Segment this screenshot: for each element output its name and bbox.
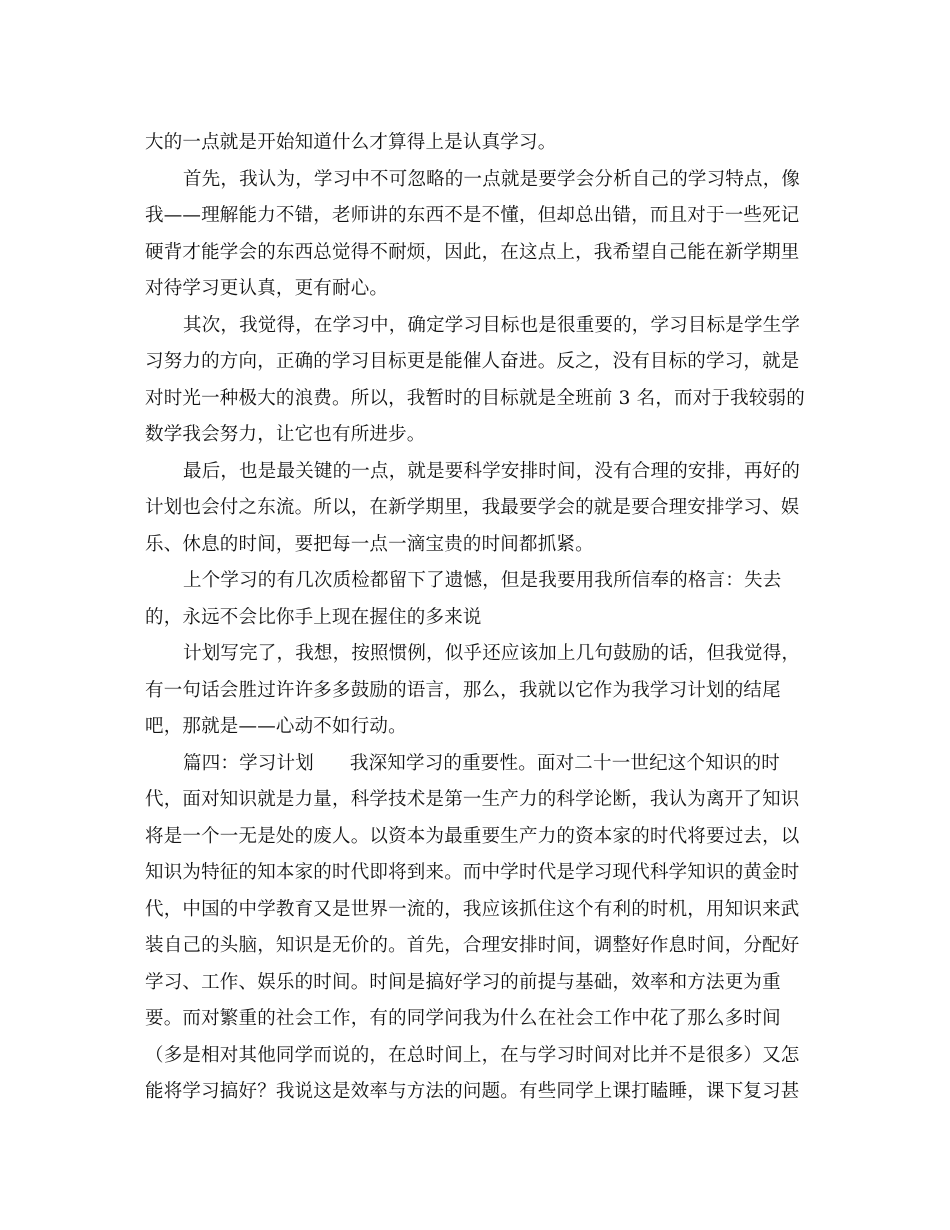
- document-page: [145, 125, 805, 1111]
- text-line: 学习、工作、娱乐的时间。时间是搞好学习的前提与基础，效率和方法更为重: [145, 971, 781, 993]
- text-line: 将是一个一无是处的废人。以资本为最重要生产力的资本家的时代将要过去，以: [145, 825, 800, 847]
- text-line: 对待学习更认真，更有耐心。: [145, 278, 389, 299]
- section-heading: 篇四：学习计划: [183, 752, 314, 774]
- text-line: 的，永远不会比你手上现在握住的多来说: [145, 606, 482, 628]
- text-line: 要。而对繁重的社会工作，有的同学问我为什么在社会工作中花了那么多时间: [145, 1008, 781, 1029]
- section-heading-line: [145, 746, 805, 783]
- section-first-sentence: 我深知学习的重要性。面对二十一世纪这个知识的时: [349, 752, 781, 774]
- text-line: 习努力的方向，正确的学习目标更是能催人奋进。反之，没有目标的学习，就是: [145, 351, 800, 372]
- text-line: （多是相对其他同学而说的，在总时间上，在与学习时间对比并不是很多）又怎: [145, 1044, 800, 1066]
- paragraph-first-line: 最后，也是最关键的一点，就是要科学安排时间，没有合理的安排，再好的: [183, 460, 801, 482]
- text-line: 乐、休息的时间，要把每一点一滴宝贵的时间都抓紧。: [145, 533, 594, 555]
- text-line: 计划也会付之东流。所以，在新学期里，我最要学会的就是要合理安排学习、娱: [145, 497, 800, 518]
- text-line: 装自己的头脑，知识是无价的。首先，合理安排时间，调整好作息时间，分配好: [145, 935, 800, 956]
- text-line: 知识为特征的知本家的时代即将到来。而中学时代是学习现代科学知识的黄金时: [145, 862, 800, 883]
- text-line: 代，面对知识就是力量，科学技术是第一生产力的科学论断，我认为离开了知识: [145, 789, 800, 810]
- paragraph-first-line: 计划写完了，我想，按照惯例，似乎还应该加上几句鼓励的话，但我觉得，: [183, 643, 801, 664]
- paragraph-first-line: 上个学习的有几次质检都留下了遗憾，但是我要用我所信奉的格言：失去: [183, 570, 782, 591]
- text-line: 对时光一种极大的浪费。所以，我暂时的目标就是全班前 3 名，而对于我较弱的: [145, 387, 805, 409]
- text-line: 吧，那就是——心动不如行动。: [145, 716, 407, 737]
- text-line: 代，中国的中学教育又是世界一流的，我应该抓住这个有利的时机，用知识来武: [145, 898, 800, 920]
- paragraph-first-line: 其次，我觉得，在学习中，确定学习目标也是很重要的，学习目标是学生学: [183, 314, 801, 336]
- text-line: 大的一点就是开始知道什么才算得上是认真学习。: [145, 132, 557, 153]
- text-line: 数学我会努力，让它也有所进步。: [145, 424, 426, 445]
- text-line: 能将学习搞好？我说这是效率与方法的问题。有些同学上课打瞌睡，课下复习甚: [145, 1081, 800, 1102]
- text-line: 有一句话会胜过许许多多鼓励的语言，那么，我就以它作为我学习计划的结尾: [145, 679, 781, 701]
- text-line: 我——理解能力不错，老师讲的东西不是不懂，但却总出错，而且对于一些死记: [145, 205, 800, 226]
- text-line: 硬背才能学会的东西总觉得不耐烦，因此，在这点上，我希望自己能在新学期里: [145, 241, 800, 263]
- paragraph-first-line: 首先，我认为，学习中不可忽略的一点就是要学会分析自己的学习特点，像: [183, 168, 801, 190]
